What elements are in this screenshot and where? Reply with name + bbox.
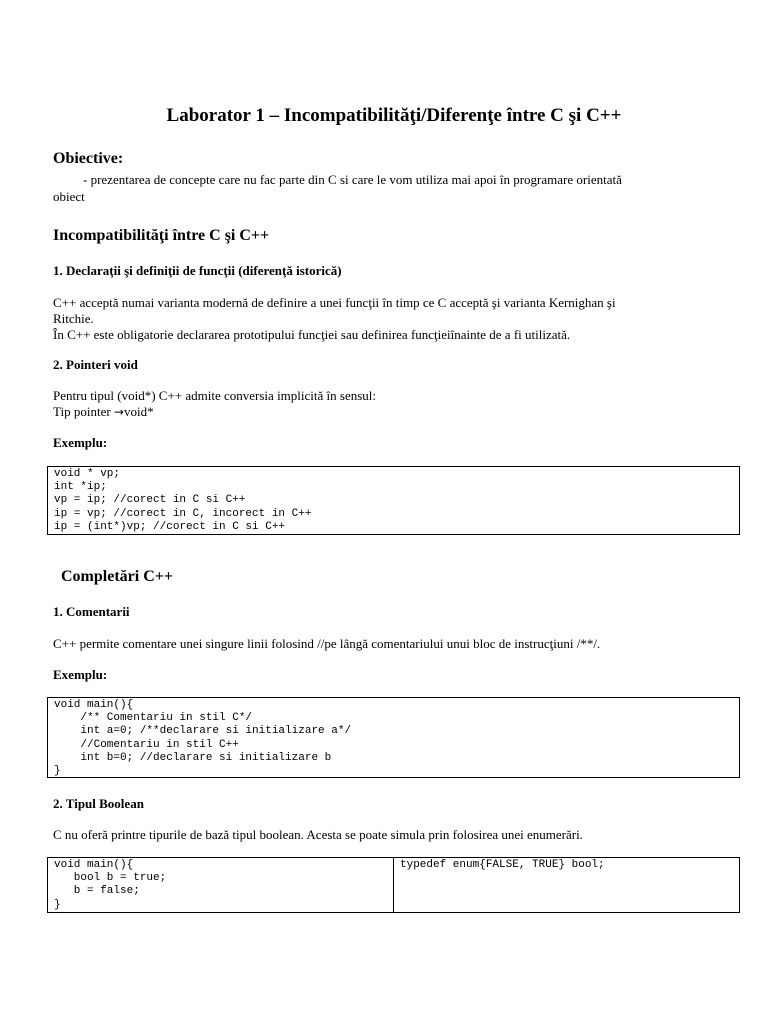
c1-heading: 1. Comentarii <box>53 604 130 619</box>
incompat-heading: Incompatibilităţi între C şi C++ <box>53 227 270 244</box>
code-boolean-main: void main(){ bool b = true; b = false; } <box>54 859 167 911</box>
c1-example-label: Exemplu: <box>53 667 108 682</box>
complet-heading: Completări C++ <box>61 568 173 585</box>
code-table-boolean <box>47 857 740 913</box>
s2-heading: 2. Pointeri void <box>53 357 138 372</box>
code-boolean-typedef: typedef enum{FALSE, TRUE} bool; <box>400 859 605 871</box>
c2-text: C nu oferă printre tipurile de bază tipul boolean. Acesta se poate simula prin folosirea unei enumerări. <box>53 827 583 842</box>
code-box-void-pointer <box>47 466 740 535</box>
code-cell-left <box>48 858 394 912</box>
s2-line1: Pentru tipul (void*) C++ admite conversia implicită în sensul: <box>53 388 377 403</box>
c1-text: C++ permite comentare unei singure linii folosind //pe lângă comentariului unui bloc de instrucţiuni /**/. <box>53 636 601 651</box>
right-arrow-icon: → <box>113 405 124 419</box>
s1-line3: În C++ este obligatorie declararea prototipului funcţiei sau definirea funcţieiînainte de a fi utilizată. <box>53 327 571 342</box>
code-cell-right <box>394 858 739 912</box>
s1-heading: 1. Declaraţii şi definiţii de funcţii (diferenţă istorică) <box>53 263 342 278</box>
s2-line2-suffix: void* <box>123 404 154 419</box>
s2-example-label: Exemplu: <box>53 435 108 450</box>
page-title: Laborator 1 – Incompatibilităţi/Diferenţe între C şi C++ <box>166 105 622 126</box>
s2-line2 <box>53 404 154 420</box>
objectives-heading: Obiective: <box>53 150 124 167</box>
objectives-item-line1: - prezentarea de concepte care nu fac parte din C si care le vom utiliza mai apoi în programare orientată <box>83 172 622 187</box>
c2-heading: 2. Tipul Boolean <box>53 796 144 811</box>
objectives-item-line2: obiect <box>53 189 85 204</box>
s1-line2: Ritchie. <box>53 311 94 326</box>
code-box-comments <box>47 697 740 778</box>
s1-line1: C++ acceptă numai varianta modernă de definire a unei funcţii în timp ce C acceptă şi varianta Kernighan şi <box>53 295 616 310</box>
s2-line2-prefix: Tip pointer <box>53 404 114 419</box>
code-comments: void main(){ /** Comentariu in stil C*/ int a=0; /**declarare si initializare a*/ //Comentariu in stil C++ int b=0; //declarare si initializare b } <box>54 699 352 778</box>
code-void-pointer: void * vp; int *ip; vp = ip; //corect in C si C++ ip = vp; //corect in C, incorect in C++ ip = (int*)vp; //corect in C si C++ <box>54 468 312 533</box>
